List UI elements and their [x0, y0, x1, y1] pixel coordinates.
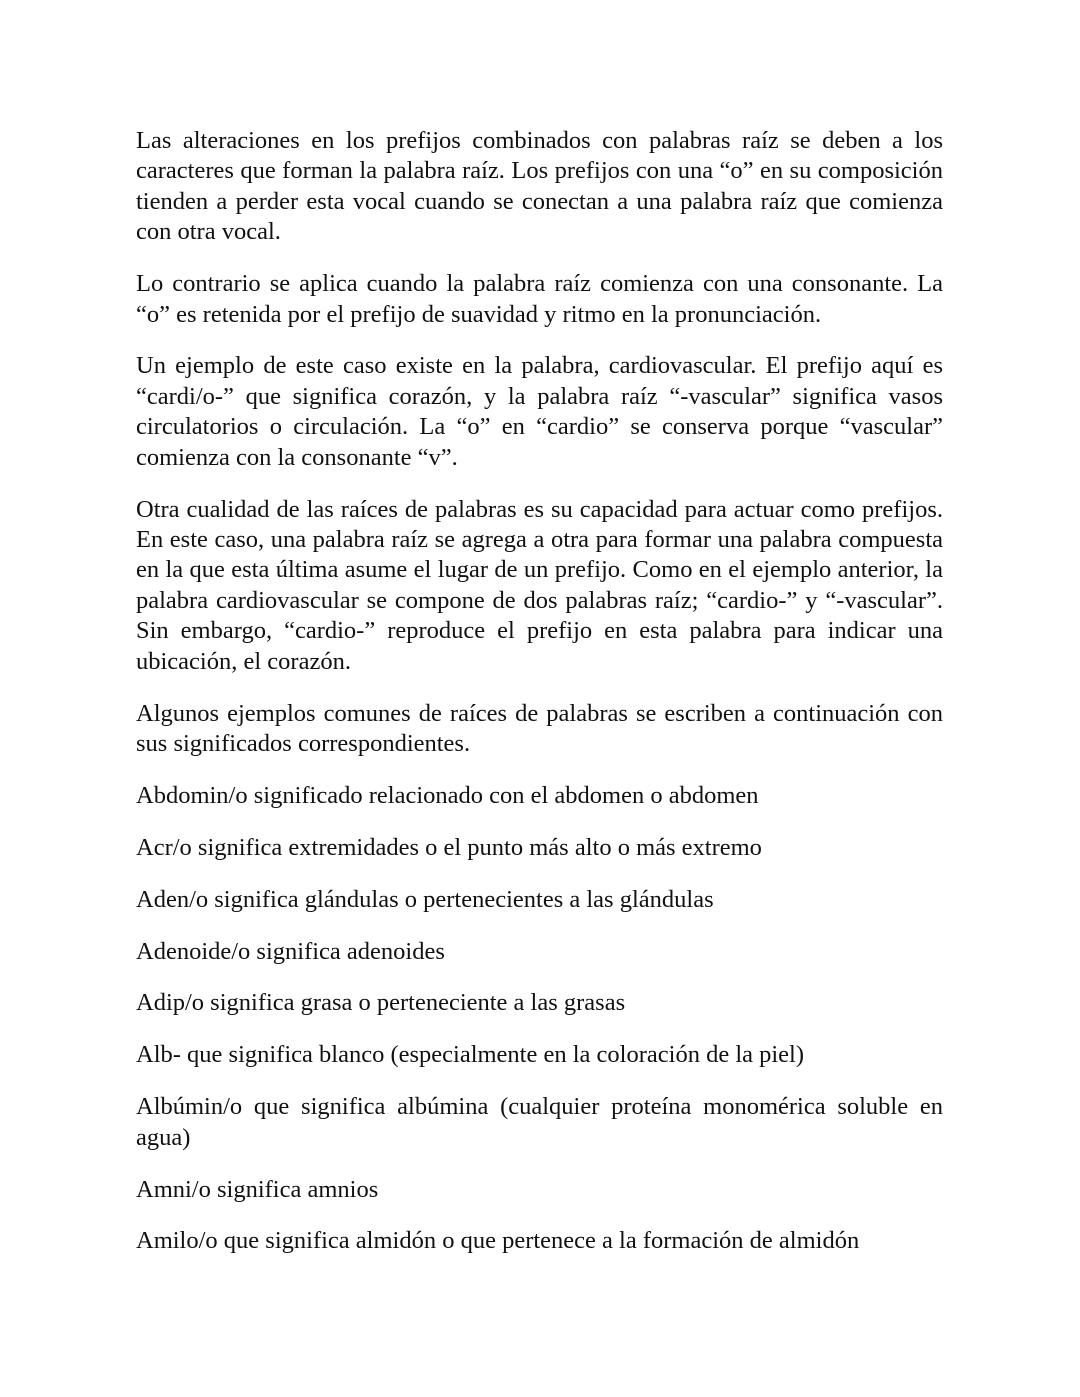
root-entry-amilo: Amilo/o que significa almidón o que pertenece a la formación de almidón [136, 1227, 860, 1255]
paragraph-examples-intro: Algunos ejemplos comunes de raíces de palabras se escriben a continuación con sus significados correspondientes. [136, 699, 943, 757]
root-entry-amni: Amni/o significa amnios [136, 1175, 379, 1203]
root-entry-abdomin: Abdomin/o significado relacionado con el abdomen o abdomen [136, 781, 759, 809]
root-entry-albumin: Albúmin/o que significa albúmina (cualquier proteína monomérica soluble en agua) [136, 1093, 943, 1151]
root-entry-acr: Acr/o significa extremidades o el punto más alto o más extremo [136, 833, 762, 861]
document-page [136, 126, 943, 1278]
paragraph-prefix-alterations: Las alteraciones en los prefijos combinados con palabras raíz se deben a los caracteres que forman la palabra raíz. Los prefijos con una “o” en su composición tienden a perder esta vocal cuando se conectan a una palabra raíz que comienza con otra vocal. [136, 127, 943, 246]
root-entry-adenoide: Adenoide/o significa adenoides [136, 937, 445, 965]
paragraph-cardiovascular-example: Un ejemplo de este caso existe en la palabra, cardiovascular. El prefijo aquí es “cardi/o-” que significa corazón, y la palabra raíz “-vascular” significa vasos circulatorios o circulación. La “o” en “cardio” se conserva porque “vascular” comienza con la consonante “v”. [136, 352, 943, 471]
paragraph-roots-as-prefixes: Otra cualidad de las raíces de palabras es su capacidad para actuar como prefijos. En este caso, una palabra raíz se agrega a otra para formar una palabra compuesta en la que esta última asume el lugar de un prefijo. Como en el ejemplo anterior, la palabra cardiovascular se compone de dos palabras raíz; “cardio-” y “-vascular”. Sin embargo, “cardio-” reproduce el prefijo en esta palabra para indicar una ubicación, el corazón. [136, 495, 943, 675]
root-entry-adip: Adip/o significa grasa o perteneciente a las grasas [136, 989, 626, 1017]
paragraph-consonant-rule: Lo contrario se aplica cuando la palabra raíz comienza con una consonante. La “o” es retenida por el prefijo de suavidad y ritmo en la pronunciación. [136, 270, 943, 328]
root-entry-aden: Aden/o significa glándulas o pertenecientes a las glándulas [136, 885, 714, 913]
root-entry-alb: Alb- que significa blanco (especialmente en la coloración de la piel) [136, 1041, 805, 1069]
